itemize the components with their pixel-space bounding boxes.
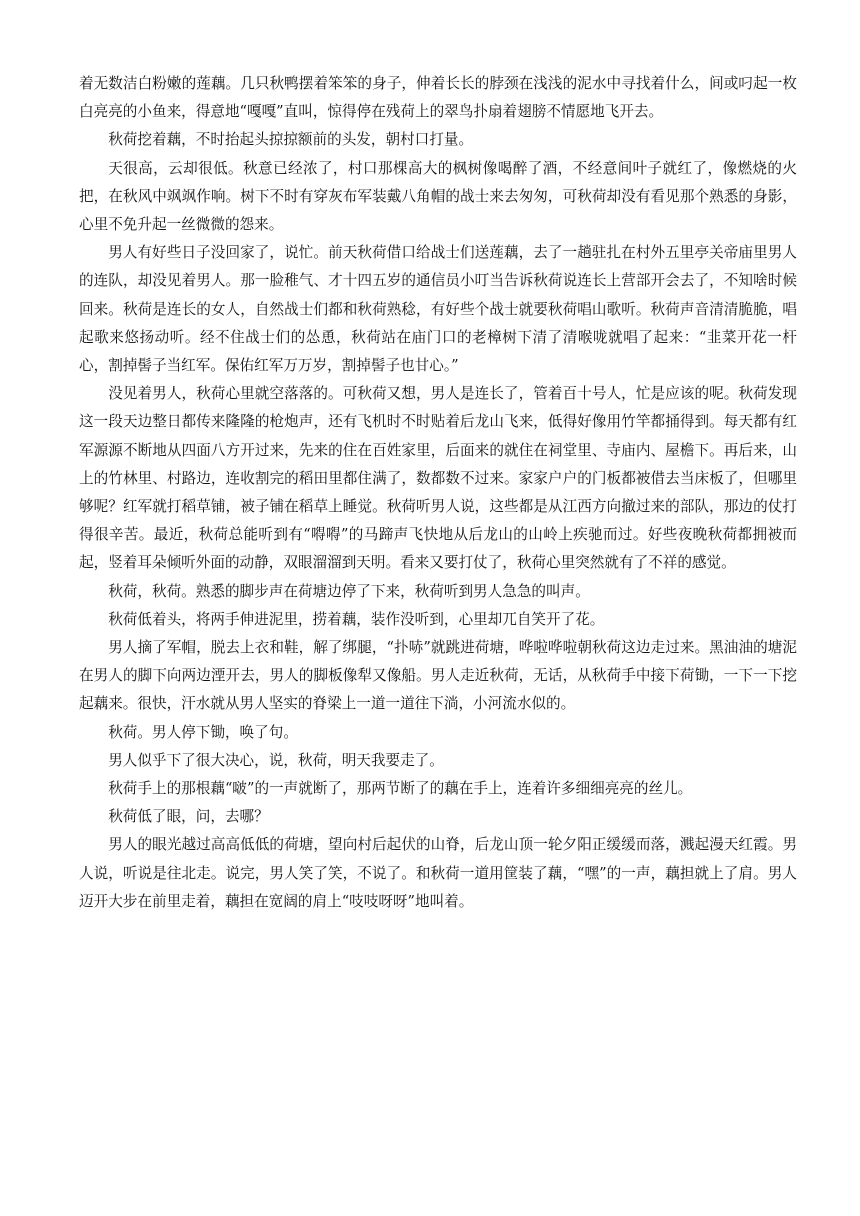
- paragraph: 男人似乎下了很大决心，说，秋荷，明天我要走了。: [108, 751, 444, 769]
- paragraph: 秋荷手上的那根藕“啵”的一声就断了，那两节断了的藕在手上，连着许多细细亮亮的丝儿。: [108, 780, 693, 798]
- paragraph: 男人有好些日子没回家了，说忙。前天秋荷借口给战士们送莲藕，去了一趟驻扎在村外五里亭关帝庙里男人的连队，却没见着男人。那一脸稚气、才十四五岁的通信员小叮当告诉秋荷说连长上营部开会去了，不知啥时候回来。秋荷是连长的女人，自然战士们都和秋荷熟稔，有好些个战士就要秋荷唱山歌听。秋荷声音清清脆脆，唱起歌来悠扬动听。经不住战士们的怂恿，秋荷站在庙门口的老樟树下清了清喉咙就唱了起来：“韭菜开花一杆心，割掉髻子当红军。保佑红军万万岁，割掉髻子也甘心。”: [79, 244, 797, 375]
- paragraph: 男人的眼光越过高高低低的荷塘，望向村后起伏的山脊，后龙山顶一轮夕阳正缓缓而落，溅起漫天红霞。男人说，听说是往北走。说完，男人笑了笑，不说了。和秋荷一道用筐装了藕，“嘿”的一声，藕担就上了肩。男人迈开大步在前里走着，藕担在宽阔的肩上“吱吱呀呀”地叫着。: [79, 836, 797, 910]
- paragraph: 秋荷。男人停下锄，唤了句。: [108, 723, 298, 741]
- document-body: [79, 70, 797, 916]
- paragraph: 着无数洁白粉嫩的莲藕。几只秋鸭摆着笨笨的身子，伸着长长的脖颈在浅浅的泥水中寻找着什么，间或叼起一枚白亮亮的小鱼来，得意地“嘎嘎”直叫，惊得停在残荷上的翠鸟扑扇着翅膀不情愿地飞开去。: [79, 75, 797, 121]
- paragraph: 秋荷，秋荷。熟悉的脚步声在荷塘边停了下来，秋荷听到男人急急的叫声。: [108, 582, 590, 600]
- paragraph: 没见着男人，秋荷心里就空落落的。可秋荷又想，男人是连长了，管着百十号人，忙是应该的呢。秋荷发现这一段天边整日都传来隆隆的枪炮声，还有飞机时不时贴着后龙山飞来，低得好像用竹竿都捅得到。每天都有红军源源不断地从四面八方开过来，先来的住在百姓家里，后面来的就住在祠堂里、寺庙内、屋檐下。再后来，山上的竹林里、村路边，连收割完的稻田里都住满了，数都数不过来。家家户户的门板都被借去当床板了，但哪里够呢？红军就打稻草铺，被子铺在稻草上睡觉。秋荷听男人说，这些都是从江西方向撤过来的部队，那边的仗打得很辛苦。最近，秋荷总能听到有“嘚嘚”的马蹄声飞快地从后龙山的山岭上疾驰而过。好些夜晚秋荷都拥被而起，竖着耳朵倾听外面的动静，双眼溜溜到天明。看来又要打仗了，秋荷心里突然就有了不祥的感觉。: [79, 385, 797, 572]
- paragraph: 男人摘了军帽，脱去上衣和鞋，解了绑腿，“扑哧”就跳进荷塘，哗啦哗啦朝秋荷这边走过来。黑油油的塘泥在男人的脚下向两边湮开去，男人的脚板像犁又像船。男人走近秋荷，无话，从秋荷手中接下荷锄，一下一下挖起藕来。很快，汗水就从男人坚实的脊梁上一道一道往下淌，小河流水似的。: [79, 639, 797, 713]
- paragraph: 秋荷挖着藕，不时抬起头掠掠额前的头发，朝村口打量。: [108, 131, 474, 149]
- paragraph: 秋荷低了眼，问，去哪？: [108, 808, 269, 826]
- paragraph: 天很高，云却很低。秋意已经浓了，村口那棵高大的枫树像喝醉了酒，不经意间叶子就红了，像燃烧的火把，在秋风中飒飒作响。树下不时有穿灰布军装戴八角帽的战士来去匆匆，可秋荷却没有看见那个熟悉的身影，心里不免升起一丝微微的怨来。: [79, 159, 797, 234]
- paragraph: 秋荷低着头，将两手伸进泥里，捞着藕，装作没听到，心里却兀自笑开了花。: [108, 610, 605, 628]
